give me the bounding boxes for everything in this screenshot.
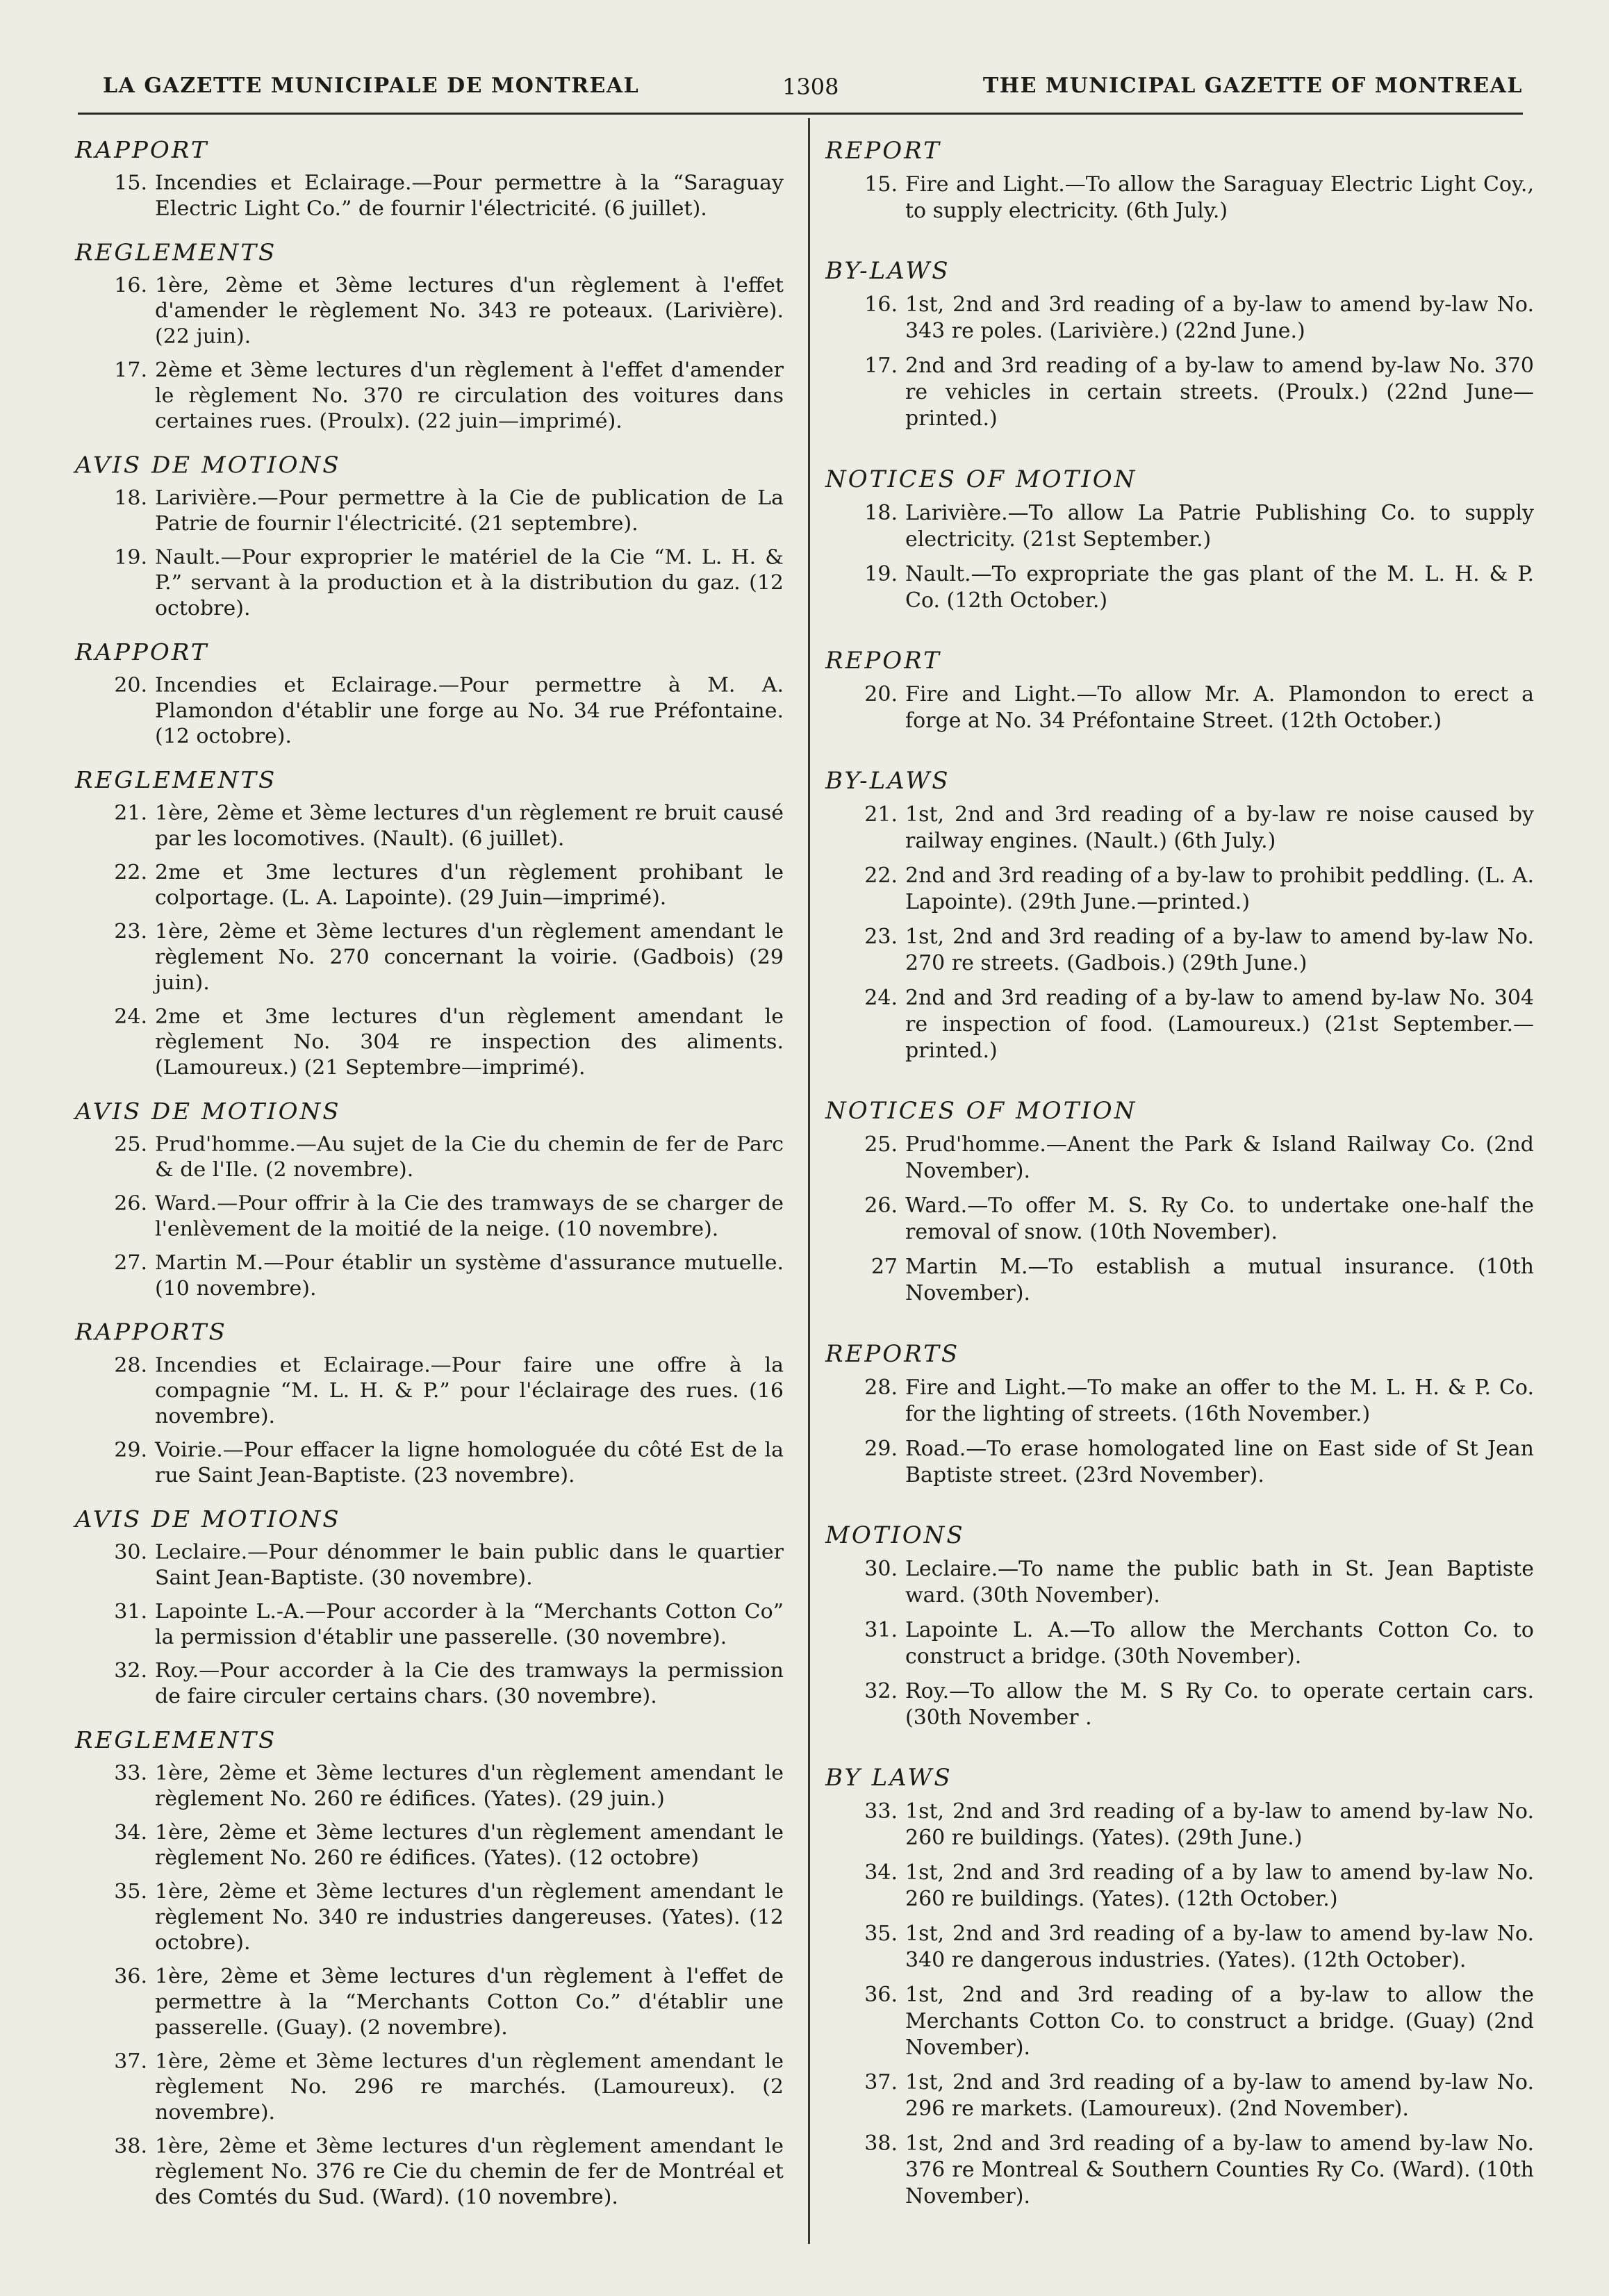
- section-heading: BY LAWS: [825, 1764, 952, 1792]
- order-item: [75, 800, 784, 852]
- section-heading: BY-LAWS: [825, 767, 950, 795]
- item-text: Nault.—To expropriate the gas plant of the M. L. H. & P. Co. (12th October.): [905, 561, 1534, 613]
- section-heading: REPORT: [825, 646, 941, 675]
- order-item: [825, 1132, 1534, 1184]
- order-item: [825, 1678, 1534, 1731]
- order-item: [825, 172, 1534, 224]
- french-section: [75, 1318, 784, 1489]
- order-item: [825, 561, 1534, 614]
- section-heading: MOTIONS: [825, 1521, 965, 1549]
- french-section: [75, 135, 784, 222]
- order-item: [75, 1760, 784, 1812]
- order-item: [825, 292, 1534, 345]
- english-section: [825, 135, 1534, 224]
- item-number: 37.: [114, 2049, 147, 2074]
- item-text: 1ère, 2ème et 3ème lectures d'un règlement amendant le règlement No. 340 re industries dangereuses. (Yates). (12 octobre).: [155, 1879, 784, 1955]
- order-item: [825, 802, 1534, 854]
- english-section: [825, 1520, 1534, 1731]
- item-number: 28.: [114, 1353, 147, 1378]
- item-text: 1ère, 2ème et 3ème lectures d'un règlement re bruit causé par les locomotives. (Nault). (6 juillet).: [155, 801, 784, 851]
- order-item: [825, 1921, 1534, 1974]
- order-item: [75, 273, 784, 349]
- item-text: 1st, 2nd and 3rd reading of a by-law to allow the Merchants Cotton Co. to construct a bridge. (Guay) (2nd November).: [905, 1983, 1534, 2060]
- order-item: [75, 1004, 784, 1080]
- item-text: 1st, 2nd and 3rd reading of a by-law to amend by-law No. 340 re dangerous industries. (Yates). (12th October).: [905, 1922, 1534, 1972]
- order-item: [825, 863, 1534, 916]
- item-number: 21.: [114, 801, 147, 825]
- item-number: 31.: [864, 1617, 898, 1642]
- item-number: 34.: [864, 1860, 898, 1885]
- item-number: 35.: [114, 1879, 147, 1903]
- item-text: 2nd and 3rd reading of a by-law to prohibit peddling. (L. A. Lapointe). (29th June.—printed.): [905, 864, 1534, 914]
- item-number: 33.: [864, 1799, 898, 1824]
- item-number: 22.: [114, 860, 147, 884]
- order-item: [75, 170, 784, 222]
- item-number: 26.: [114, 1191, 147, 1216]
- item-text: Prud'homme.—Au sujet de la Cie du chemin de fer de Parc & de l'Ile. (2 novembre).: [155, 1132, 784, 1182]
- item-text: Incendies et Eclairage.—Pour permettre à la “Saraguay Electric Light Co.” de fournir l'électricité. (6 juillet).: [155, 171, 784, 221]
- item-text: Larivière.—To allow La Patrie Publishing Co. to supply electricity. (21st September.): [905, 500, 1534, 552]
- order-item: [75, 672, 784, 749]
- item-text: 1st, 2nd and 3rd reading of a by-law re noise caused by railway engines. (Nault.) (6th July.): [905, 802, 1534, 853]
- item-text: 2nd and 3rd reading of a by-law to amend by-law No. 370 re vehicles in certain streets. (Proulx.) (22nd June—printed.): [905, 354, 1534, 431]
- item-number: 16.: [114, 273, 147, 297]
- order-item: [75, 1132, 784, 1183]
- header-title-english: THE MUNICIPAL GAZETTE OF MONTREAL: [982, 74, 1523, 98]
- item-text: 1st, 2nd and 3rd reading of a by-law to amend by-law No. 376 re Montreal & Southern Counties Ry Co. (Ward). (10th November).: [905, 2131, 1534, 2208]
- item-text: Fire and Light.—To allow Mr. A. Plamondon to erect a forge at No. 34 Préfontaine Street. (12th October.): [905, 682, 1534, 733]
- item-text: Fire and Light.—To make an offer to the M. L. H. & P. Co. for the lighting of streets. (16th November.): [905, 1375, 1534, 1426]
- item-text: Roy.—Pour accorder à la Cie des tramways la permission de faire circuler certains chars. (30 novembre).: [155, 1659, 784, 1708]
- english-section: [825, 1096, 1534, 1307]
- order-item: [825, 1860, 1534, 1913]
- order-item: [75, 1540, 784, 1592]
- item-number: 35.: [864, 1922, 898, 1946]
- order-item: [825, 924, 1534, 977]
- french-section: [75, 1097, 784, 1302]
- order-item: [75, 1437, 784, 1489]
- item-text: Fire and Light.—To allow the Saraguay Electric Light Coy., to supply electricity. (6th July.): [905, 172, 1534, 223]
- item-number: 16.: [864, 292, 898, 317]
- header-title-french: LA GAZETTE MUNICIPALE DE MONTREAL: [103, 74, 640, 98]
- french-section: [75, 766, 784, 1081]
- item-text: 1st, 2nd and 3rd reading of a by-law to amend by-law No. 296 re markets. (Lamoureux). (2nd November).: [905, 2070, 1534, 2121]
- item-number: 19.: [114, 545, 147, 570]
- item-number: 36.: [864, 1983, 898, 2007]
- item-number: 15.: [114, 171, 147, 195]
- order-item: [75, 358, 784, 434]
- item-number: 18.: [114, 486, 147, 510]
- section-heading: REPORTS: [825, 1339, 960, 1368]
- item-text: Prud'homme.—Anent the Park & Island Railway Co. (2nd November).: [905, 1132, 1534, 1184]
- item-text: 2me et 3me lectures d'un règlement amendant le règlement No. 304 re inspection des aliments. (Lamoureux.) (21 Septembre—imprimé).: [155, 1005, 784, 1080]
- order-item: [75, 1599, 784, 1651]
- item-text: 1ère, 2ème et 3ème lectures d'un règlement amendant le règlement No. 260 re édifices. (Yates). (29 juin.): [155, 1761, 784, 1811]
- item-number: 26.: [864, 1194, 898, 1219]
- order-item: [825, 353, 1534, 432]
- section-heading: AVIS DE MOTIONS: [75, 1098, 341, 1125]
- order-item: [825, 1436, 1534, 1489]
- item-text: Nault.—Pour exproprier le matériel de la Cie “M. L. H. & P.” servant à la production et à la distribution du gaz. (12 octobre).: [155, 545, 784, 620]
- item-number: 22.: [864, 864, 898, 888]
- section-heading: REGLEMENTS: [75, 239, 277, 267]
- order-item: [75, 486, 784, 537]
- item-text: 1st, 2nd and 3rd reading of a by-law to amend by-law No. 260 re buildings. (Yates). (29th June.): [905, 1799, 1534, 1850]
- english-section: [825, 256, 1534, 432]
- order-item: [75, 2049, 784, 2125]
- section-heading: AVIS DE MOTIONS: [75, 452, 341, 479]
- french-section: [75, 638, 784, 750]
- item-number: 30.: [114, 1540, 147, 1564]
- item-text: Larivière.—Pour permettre à la Cie de publication de La Patrie de fournir l'électricité. (21 septembre).: [155, 486, 784, 536]
- item-number: 32.: [864, 1678, 898, 1703]
- item-text: 2nd and 3rd reading of a by-law to amend by-law No. 304 re inspection of food. (Lamoureux.) (21st September.—printed.): [905, 986, 1534, 1063]
- item-number: 28.: [864, 1375, 898, 1400]
- item-text: 1st, 2nd and 3rd reading of a by-law to amend by-law No. 343 re poles. (Larivière.) (22nd June.): [905, 292, 1534, 344]
- order-item: [75, 1964, 784, 2040]
- item-number: 20.: [864, 682, 898, 707]
- french-section: [75, 451, 784, 622]
- order-item: [825, 1556, 1534, 1609]
- item-text: 1ère, 2ème et 3ème lectures d'un règlement à l'effet de permettre à la “Merchants Cotton Co.” d'établir une passerelle. (Guay). (2 novembre).: [155, 1965, 784, 2040]
- section-heading: RAPPORT: [75, 136, 209, 164]
- french-section: [75, 1726, 784, 2211]
- order-item: [825, 1254, 1534, 1307]
- order-item: [75, 1353, 784, 1429]
- item-number: 20.: [114, 673, 147, 697]
- section-heading: RAPPORT: [75, 638, 209, 666]
- english-section: [825, 766, 1534, 1064]
- item-text: Ward.—Pour offrir à la Cie des tramways de se charger de l'enlèvement de la moitié de la neige. (10 novembre).: [155, 1191, 784, 1241]
- item-number: 15.: [864, 172, 898, 197]
- section-heading: AVIS DE MOTIONS: [75, 1506, 341, 1533]
- item-number: 31.: [114, 1599, 147, 1624]
- order-item: [825, 2131, 1534, 2210]
- english-column-content: [825, 135, 1534, 2227]
- item-number: 27: [870, 1255, 898, 1280]
- item-text: Incendies et Eclairage.—Pour permettre à M. A. Plamondon d'établir une forge au No. 34 rue Préfontaine. (12 octobre).: [155, 673, 784, 748]
- section-heading: NOTICES OF MOTION: [825, 1097, 1137, 1125]
- item-number: 29.: [114, 1438, 147, 1462]
- order-item: [825, 2070, 1534, 2122]
- order-item: [825, 1617, 1534, 1670]
- item-number: 17.: [114, 358, 147, 382]
- item-text: Leclaire.—Pour dénommer le bain public dans le quartier Saint Jean-Baptiste. (30 novembre).: [155, 1540, 784, 1590]
- column-divider: [808, 118, 810, 2244]
- french-section: [75, 1505, 784, 1710]
- item-text: 1st, 2nd and 3rd reading of a by law to amend by-law No. 260 re buildings. (Yates). (12th October.): [905, 1860, 1534, 1911]
- item-number: 19.: [864, 561, 898, 586]
- item-text: 1ère, 2ème et 3ème lectures d'un règlement amendant le règlement No. 270 concernant la voirie. (Gadbois) (29 juin).: [155, 919, 784, 995]
- page-number: 1308: [782, 74, 839, 100]
- item-text: Lapointe L.-A.—Pour accorder à la “Merchants Cotton Co” la permission d'établir une passerelle. (30 novembre).: [155, 1599, 784, 1649]
- french-section: [75, 238, 784, 434]
- order-item: [825, 1982, 1534, 2061]
- page-header: [103, 67, 1523, 111]
- order-item: [825, 682, 1534, 734]
- item-number: 32.: [114, 1659, 147, 1683]
- section-heading: REGLEMENTS: [75, 767, 277, 794]
- item-text: Leclaire.—To name the public bath in St. Jean Baptiste ward. (30th November).: [905, 1556, 1534, 1608]
- section-heading: RAPPORTS: [75, 1319, 227, 1346]
- item-number: 29.: [864, 1436, 898, 1461]
- section-heading: REGLEMENTS: [75, 1726, 277, 1754]
- order-item: [825, 1799, 1534, 1851]
- item-text: 1ère, 2ème et 3ème lectures d'un règlement à l'effet d'amender le règlement No. 343 re poteaux. (Larivière). (22 juin).: [155, 273, 784, 349]
- item-number: 37.: [864, 2070, 898, 2095]
- item-number: 25.: [864, 1132, 898, 1157]
- item-number: 17.: [864, 354, 898, 379]
- item-text: Martin M.—Pour établir un système d'assurance mutuelle. (10 novembre).: [155, 1250, 784, 1300]
- order-item: [75, 1191, 784, 1243]
- item-number: 30.: [864, 1556, 898, 1581]
- item-number: 23.: [114, 919, 147, 943]
- section-heading: REPORT: [825, 137, 941, 165]
- english-section: [825, 464, 1534, 614]
- header-rule: [78, 113, 1523, 115]
- order-item: [75, 1658, 784, 1710]
- item-number: 24.: [114, 1005, 147, 1029]
- item-text: Lapointe L. A.—To allow the Merchants Cotton Co. to construct a bridge. (30th November).: [905, 1617, 1534, 1669]
- section-heading: NOTICES OF MOTION: [825, 465, 1137, 493]
- item-text: 1ère, 2ème et 3ème lectures d'un règlement amendant le règlement No. 376 re Cie du chemin de fer de Montréal et des Comtés du Sud. (Ward). (10 novembre).: [155, 2134, 784, 2209]
- order-item: [825, 985, 1534, 1064]
- item-number: 38.: [114, 2134, 147, 2158]
- item-number: 36.: [114, 1965, 147, 1988]
- english-section: [825, 1339, 1534, 1489]
- order-item: [75, 2133, 784, 2210]
- item-text: Martin M.—To establish a mutual insurance. (10th November).: [905, 1255, 1534, 1306]
- item-text: Road.—To erase homologated line on East side of St Jean Baptiste street. (23rd November).: [905, 1436, 1534, 1487]
- order-item: [75, 545, 784, 621]
- item-number: 33.: [114, 1761, 147, 1785]
- item-text: Voirie.—Pour effacer la ligne homologuée du côté Est de la rue Saint Jean-Baptiste. (23 novembre).: [155, 1438, 784, 1487]
- item-text: Incendies et Eclairage.—Pour faire une offre à la compagnie “M. L. H. & P.” pour l'éclairage des rues. (16 novembre).: [155, 1353, 784, 1428]
- order-item: [75, 1879, 784, 1956]
- item-text: 1ère, 2ème et 3ème lectures d'un règlement amendant le règlement No. 296 re marchés. (Lamoureux). (2 novembre).: [155, 2049, 784, 2124]
- order-item: [75, 919, 784, 996]
- order-item: [75, 1820, 784, 1872]
- english-section: [825, 645, 1534, 734]
- item-number: 38.: [864, 2131, 898, 2156]
- item-number: 24.: [864, 986, 898, 1010]
- section-heading: BY-LAWS: [825, 257, 950, 286]
- order-item: [75, 860, 784, 911]
- english-section: [825, 1762, 1534, 2210]
- item-number: 27.: [114, 1250, 147, 1275]
- french-column-content: [75, 135, 784, 2227]
- item-number: 23.: [864, 925, 898, 949]
- item-text: 1ère, 2ème et 3ème lectures d'un règlement amendant le règlement No. 260 re édifices. (Yates). (12 octobre): [155, 1820, 784, 1870]
- order-item: [75, 1250, 784, 1302]
- item-number: 21.: [864, 802, 898, 827]
- item-number: 18.: [864, 500, 898, 525]
- item-number: 34.: [114, 1820, 147, 1844]
- item-text: Roy.—To allow the M. S Ry Co. to operate certain cars. (30th November .: [905, 1678, 1534, 1730]
- item-number: 25.: [114, 1132, 147, 1157]
- item-text: Ward.—To offer M. S. Ry Co. to undertake one-half the removal of snow. (10th November).: [905, 1194, 1534, 1245]
- order-item: [825, 500, 1534, 553]
- order-item: [825, 1375, 1534, 1428]
- item-text: 2ème et 3ème lectures d'un règlement à l'effet d'amender le règlement No. 370 re circulation des voitures dans certaines rues. (Proulx). (22 juin—imprimé).: [155, 358, 784, 433]
- order-item: [825, 1193, 1534, 1246]
- item-text: 1st, 2nd and 3rd reading of a by-law to amend by-law No. 270 re streets. (Gadbois.) (29th June.): [905, 925, 1534, 975]
- item-text: 2me et 3me lectures d'un règlement prohibant le colportage. (L. A. Lapointe). (29 Juin—imprimé).: [155, 860, 784, 910]
